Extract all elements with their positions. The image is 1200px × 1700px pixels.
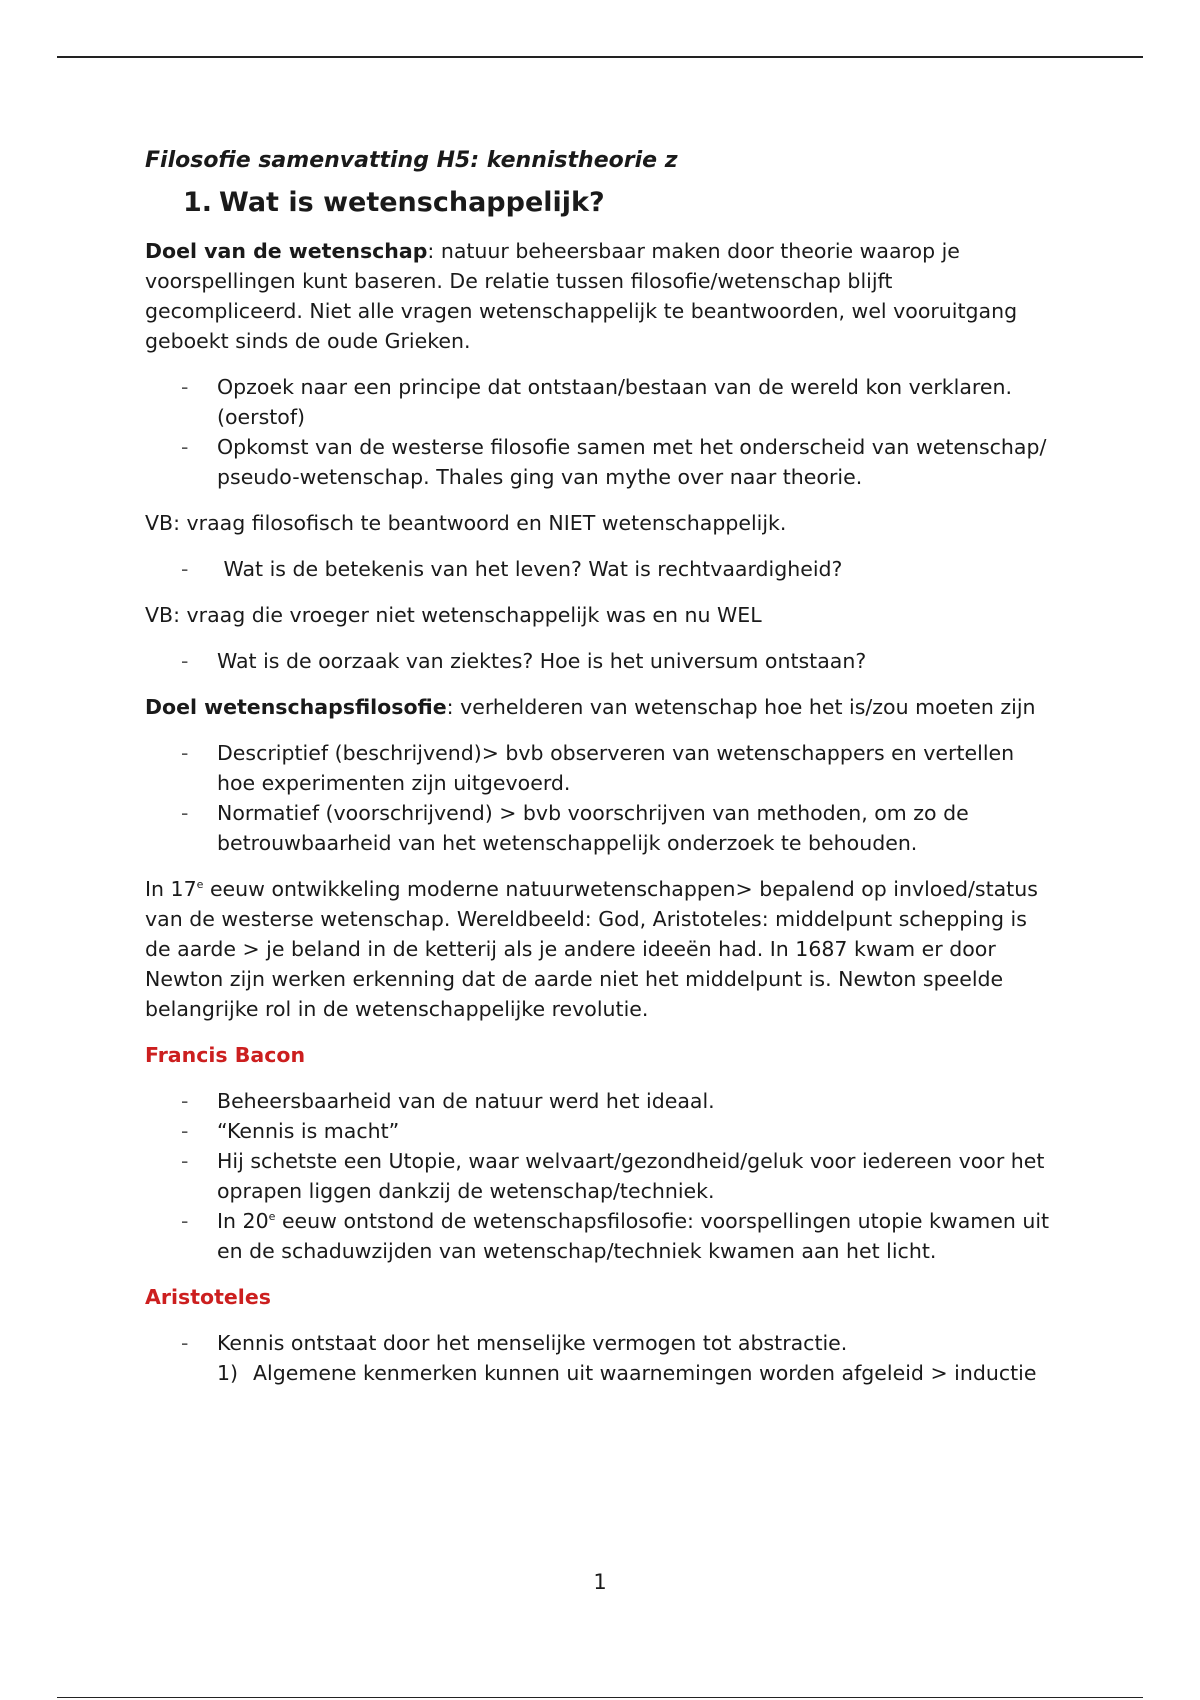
dash-bullet: - [181, 649, 189, 673]
paragraph-17e-eeuw [145, 874, 1055, 1024]
paragraph-text: In 17 [145, 877, 197, 901]
list-item-text: Beheersbaarheid van de natuur werd het ideaal. [217, 1089, 715, 1113]
document-title: Filosofie samenvatting H5: kennistheorie z [145, 148, 678, 173]
list-filosofische-vragen [145, 554, 1055, 584]
list-item [145, 646, 1055, 676]
page-number: 1 [593, 1570, 607, 1594]
superscript: e [196, 878, 204, 892]
list-item-text: In 20 [217, 1209, 269, 1233]
dash-bullet: - [181, 1119, 189, 1143]
superscript: e [268, 1210, 276, 1224]
list-item-text: Wat is de betekenis van het leven? Wat is rechtvaardigheid? [217, 557, 843, 581]
footer-rule [57, 1697, 1143, 1698]
list-bacon [145, 1086, 1055, 1266]
document-page [145, 140, 1055, 1388]
dash-bullet: - [181, 435, 189, 459]
paragraph-text: eeuw ontwikkeling moderne natuurwetenschappen> bepalend op invloed/status van de westerse wetenschap. Wereldbeeld: God, Aristoteles: middelpunt schepping is de aarde > je beland in de ketterij als je andere ideeën had. In 1687 kwam er door Newton zijn werken erkenning dat de aarde niet het middelpunt is. Newton speelde belangrijke rol in de wetenschappelijke revolutie. [145, 877, 1038, 1021]
paragraph-doel-wetenschap [145, 236, 1055, 356]
list-item-text: Hij schetste een Utopie, waar welvaart/gezondheid/geluk voor iedereen voor het oprapen liggen dankzij de wetenschap/techniek. [217, 1149, 1045, 1203]
section-number: 1. [183, 187, 213, 218]
dash-bullet: - [181, 1089, 189, 1113]
list-oerstof [145, 372, 1055, 492]
heading-aristoteles: Aristoteles [145, 1285, 271, 1309]
list-item [145, 554, 1055, 584]
section-title: Wat is wetenschappelijk? [219, 187, 605, 218]
list-item [145, 1116, 1055, 1146]
sub-item-text: Algemene kenmerken kunnen uit waarnemingen worden afgeleid > inductie [253, 1361, 1037, 1385]
list-item-text: Normatief (voorschrijvend) > bvb voorschrijven van methoden, om zo de betrouwbaarheid van het wetenschappelijk onderzoek te behouden. [217, 801, 969, 855]
paragraph-text: : natuur beheersbaar maken door theorie waarop je voorspellingen kunt baseren. De relatie tussen filosofie/wetenschap blijft gecompliceerd. Niet alle vragen wetenschappelijk te beantwoorden, wel vooruitgang geboekt sinds de oude Grieken. [145, 239, 1018, 353]
list-item [145, 432, 1055, 492]
paragraph-text: : verhelderen van wetenschap hoe het is/zou moeten zijn [446, 695, 1036, 719]
section-heading [183, 188, 1055, 218]
list-item [145, 1086, 1055, 1116]
list-item [145, 798, 1055, 858]
list-aristoteles [145, 1328, 1055, 1358]
list-item [145, 1206, 1055, 1266]
header-rule [57, 56, 1143, 58]
dash-bullet: - [181, 1209, 189, 1233]
list-item-text: eeuw ontstond de wetenschapsfilosofie: voorspellingen utopie kwamen uit en de schaduwzijden van wetenschap/techniek kwamen aan het licht. [217, 1209, 1050, 1263]
list-item-text: Opzoek naar een principe dat ontstaan/bestaan van de wereld kon verklaren. (oerstof) [217, 375, 1013, 429]
list-descriptief-normatief [145, 738, 1055, 858]
dash-bullet: - [181, 375, 189, 399]
paragraph-vb-wetenschappelijk: VB: vraag die vroeger niet wetenschappelijk was en nu WEL [145, 603, 762, 627]
list-item [145, 372, 1055, 432]
dash-bullet: - [181, 557, 189, 581]
heading-francis-bacon: Francis Bacon [145, 1043, 306, 1067]
list-item [145, 1146, 1055, 1206]
list-item-text: Descriptief (beschrijvend)> bvb observeren van wetenschappers en vertellen hoe experimenten zijn uitgevoerd. [217, 741, 1015, 795]
dash-bullet: - [181, 741, 189, 765]
paragraph-vb-filosofisch: VB: vraag filosofisch te beantwoord en NIET wetenschappelijk. [145, 511, 787, 535]
term-doel-wetenschapsfilosofie: Doel wetenschapsfilosofie [145, 695, 447, 719]
list-item-text: Opkomst van de westerse filosofie samen met het onderscheid van wetenschap/ pseudo-wetenschap. Thales ging van mythe over naar theorie. [217, 435, 1047, 489]
dash-bullet: - [181, 1331, 189, 1355]
list-item [145, 738, 1055, 798]
dash-bullet: - [181, 1149, 189, 1173]
list-item-text: Kennis ontstaat door het menselijke vermogen tot abstractie. [217, 1331, 848, 1355]
sub-item-marker: 1) [217, 1361, 239, 1385]
term-doel-wetenschap: Doel van de wetenschap [145, 239, 428, 263]
dash-bullet: - [181, 801, 189, 825]
list-item-text: “Kennis is macht” [217, 1119, 400, 1143]
numbered-sub-item [145, 1358, 1055, 1388]
list-item-text: Wat is de oorzaak van ziektes? Hoe is het universum ontstaan? [217, 649, 867, 673]
paragraph-doel-wetenschapsfilosofie [145, 692, 1055, 722]
list-wetenschappelijke-vragen [145, 646, 1055, 676]
list-item [145, 1328, 1055, 1358]
